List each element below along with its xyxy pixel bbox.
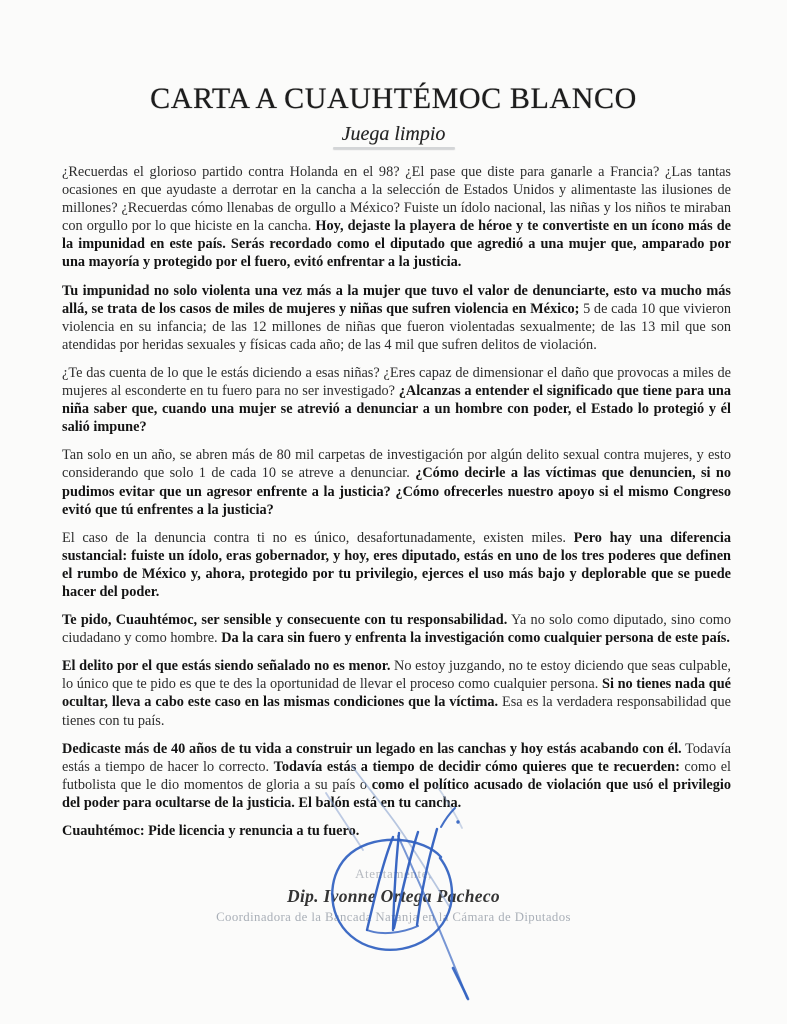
text-segment: ¿Te das cuenta de lo que le estás diciendo a esas niñas? ¿Eres capaz de dimensionar el daño que provocas a miles de mujeres al esconderte en tu fuero para no ser investigado? xyxy=(62,364,731,400)
text-segment: ¿Cómo decirle a las víctimas que denuncien, si no pudimos evitar que un agresor enfrente a la justicia? ¿Cómo ofrecerles nuestro apoyo si el mismo Congreso evitó que tú enfrentes a la justicia? xyxy=(62,465,731,518)
text-segment: Da la cara sin fuero y enfrenta la investigación como cualquier persona de este país. xyxy=(221,630,730,647)
text-segment: Ya no solo como diputado, sino como ciudadano y como hombre. xyxy=(62,612,731,647)
paragraph xyxy=(62,529,731,601)
text-segment: El caso de la denuncia contra ti no es único, desafortunadamente, existen miles. xyxy=(62,529,574,546)
text-segment: Todavía estás a tiempo de decidir cómo quieres que te recuerden: xyxy=(273,758,680,775)
text-segment: 5 de cada 10 que vivieron violencia en su infancia; de las 12 millones de niñas que fueron violentadas sexualmente; de las 13 mil que son atendidas por heridas sexuales y físicas cada año; de las 4 mil que sufren delitos de violación. xyxy=(62,300,732,353)
signer-title: Coordinadora de la Bancada Naranja en la Cámara de Diputados xyxy=(216,910,571,924)
text-segment: ¿Recuerdas el glorioso partido contra Holanda en el 98? ¿El pase que diste para ganarle a Francia? ¿Las tantas ocasiones en que ayudaste a derrotar en la cancha a la selección de Estados Unidos y alimentaste las ilusiones de millones? ¿Recuerdas cómo llenabas de orgullo a México? Fuiste un ídolo nacional, las niñas y los niños te miraban con orgullo por lo que hiciste en la cancha. xyxy=(62,164,731,235)
text-segment: Dedicaste más de 40 años de tu vida a construir un legado en las canchas y hoy estás acabando con él. xyxy=(62,740,682,757)
text-segment: Cuauhtémoc: Pide licencia y renuncia a tu fuero. xyxy=(62,823,360,839)
text-segment: Todavía estás a tiempo de hacer lo correcto. xyxy=(62,740,731,775)
paragraph xyxy=(62,282,731,354)
text-segment: Tan solo en un año, se abren más de 80 mil carpetas de investigación por algún delito sexual contra mujeres, y esto considerando que solo 1 de cada 10 se atreve a denunciar. xyxy=(62,447,731,482)
letter-title: CARTA A CUAUHTÉMOC BLANCO xyxy=(150,82,637,115)
text-segment: Te pido, Cuauhtémoc, ser sensible y consecuente con tu responsabilidad. xyxy=(62,612,508,629)
text-segment: Tu impunidad no solo violenta una vez más a la mujer que tuvo el valor de denunciarte, esto va mucho más allá, se trata de los casos de miles de mujeres y niñas que sufren violencia en México; xyxy=(62,282,731,317)
text-segment: Si no tienes nada qué ocultar, lleva a cabo este caso en las mismas condiciones que la víctima. xyxy=(62,676,731,711)
text-segment: como el futbolista que le dio momentos de gloria a su país o xyxy=(62,758,732,793)
paragraph xyxy=(62,611,731,647)
text-segment: ¿Alcanzas a entender el significado que tiene para una niña saber que, cuando una mujer se atrevió a denunciar a un hombre con poder, el Estado lo protegió y él salió impune? xyxy=(62,383,731,436)
signer-name: Dip. Ivonne Ortega Pacheco xyxy=(287,886,500,906)
paragraph xyxy=(62,740,731,812)
paragraph xyxy=(62,163,731,272)
closing-block xyxy=(0,866,787,925)
letter-body xyxy=(62,163,731,850)
letter-subtitle: Juega limpio xyxy=(341,123,446,145)
paragraph xyxy=(62,822,731,840)
text-segment: El delito por el que estás siendo señalado no es menor. xyxy=(62,658,391,675)
subtitle-underline xyxy=(333,147,455,149)
text-segment: Pero hay una diferencia sustancial: fuiste un ídolo, eras gobernador, y hoy, eres diputado, estás en uno de los tres poderes que definen el rumbo de México y, ahora, protegido por tu privilegio, ejerces el uso más bajo y deplorable que se puede hacer del poder. xyxy=(62,529,731,600)
text-segment: No estoy juzgando, no te estoy diciendo que seas culpable, lo único que te pido es que te des la oportunidad de llevar el proceso como cualquier persona. xyxy=(62,658,731,693)
letter-header xyxy=(0,82,787,149)
text-segment: Esa es la verdadera responsabilidad que tienes con tu país. xyxy=(62,694,731,729)
paragraph xyxy=(62,446,731,518)
text-segment: como el político acusado de violación que usó el privilegio del poder para ocultarse de la justicia. El balón está en tu cancha. xyxy=(62,776,731,811)
salutation: Atentamente, xyxy=(355,866,432,881)
paragraph xyxy=(62,657,731,729)
text-segment: Hoy, dejaste la playera de héroe y te convertiste en un ícono más de la impunidad en este país. Serás recordado como el diputado que agredió a una mujer que, amparado por una mayoría y protegido por el fuero, evitó enfrentar a la justicia. xyxy=(62,218,732,271)
paragraph xyxy=(62,364,731,436)
